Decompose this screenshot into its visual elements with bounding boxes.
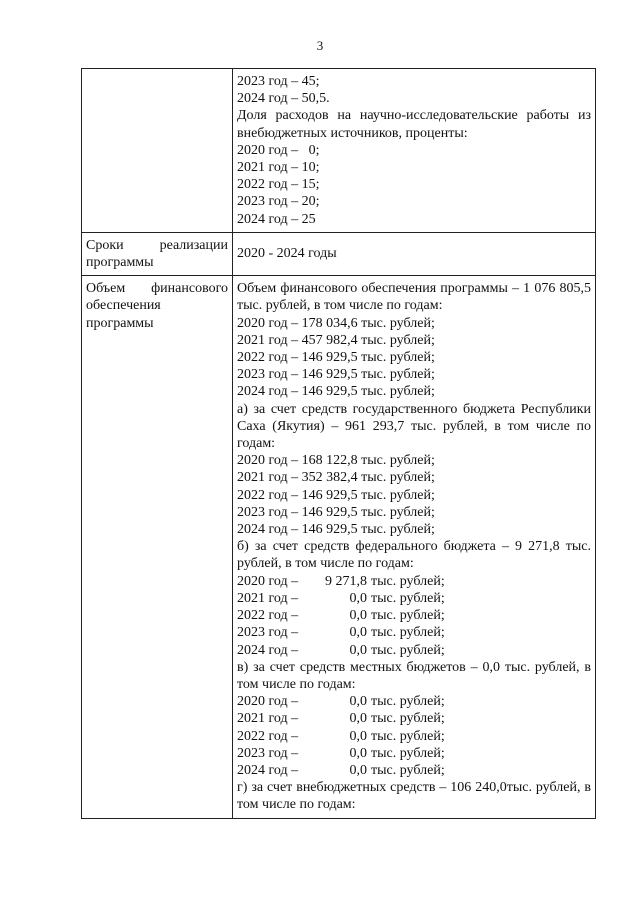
share-heading: Доля расходов на научно-исследовательские работы из внебюджетных источников, проценты:: [237, 108, 591, 141]
list-item: 2024 год – 25: [237, 211, 316, 227]
list-item: 2023 год – 146 929,5 тыс. рублей;: [237, 504, 435, 520]
finance-extrabudgetary-heading: г) за счет внебюджетных средств – 106 240,0тыс. рублей, в том числе по годам:: [237, 780, 591, 813]
list-item: 2024 год – 0,0 тыс. рублей;: [237, 762, 445, 778]
finance-federal-heading: б) за счет средств федерального бюджета – 9 271,8 тыс. рублей, в том числе по годам:: [237, 539, 591, 572]
finance-local-heading: в) за счет средств местных бюджетов – 0,0 тыс. рублей, в том числе по годам:: [237, 659, 591, 692]
table-row-indicators: [82, 69, 596, 233]
list-item: 2024 год – 146 929,5 тыс. рублей;: [237, 384, 435, 400]
page-number: 3: [316, 38, 324, 53]
list-item: 2022 год – 0,0 тыс. рублей;: [237, 728, 445, 744]
program-passport-table: [81, 68, 596, 819]
list-item: 2022 год – 146 929,5 тыс. рублей;: [237, 350, 435, 366]
table-row-terms: [82, 232, 596, 275]
value-cell-finance: [233, 276, 596, 818]
list-item: 2021 год – 352 382,4 тыс. рублей;: [237, 470, 435, 486]
finance-total-heading: Объем финансового обеспечения программы – 1 076 805,5 тыс. рублей, в том числе по годам:: [237, 281, 591, 314]
list-item: 2022 год – 146 929,5 тыс. рублей;: [237, 487, 435, 503]
list-item: 2021 год – 10;: [237, 160, 320, 176]
list-item: 2024 год – 0,0 тыс. рублей;: [237, 642, 445, 658]
list-item: 2020 год – 178 034,6 тыс. рублей;: [237, 315, 435, 331]
list-item: 2024 год – 146 929,5 тыс. рублей;: [237, 522, 435, 538]
list-item: 2021 год – 0,0 тыс. рублей;: [237, 590, 445, 606]
finance-state-heading: а) за счет средств государственного бюджета Республики Саха (Якутия) – 961 293,7 тыс. рублей, в том числе по годам:: [237, 401, 591, 452]
list-item: 2023 год – 0,0 тыс. рублей;: [237, 625, 445, 641]
list-item: 2023 год – 20;: [237, 194, 320, 210]
list-item: 2021 год – 457 982,4 тыс. рублей;: [237, 332, 435, 348]
value-cell-terms: 2020 - 2024 годы: [233, 232, 596, 275]
list-item: 2020 год – 9 271,8 тыс. рублей;: [237, 573, 445, 589]
list-item: 2022 год – 15;: [237, 177, 320, 193]
list-item: 2020 год – 0;: [237, 142, 320, 158]
list-item: 2021 год – 0,0 тыс. рублей;: [237, 711, 445, 727]
label-cell-terms: Сроки реализации программы: [82, 232, 233, 275]
value-cell-indicators: [233, 69, 596, 233]
list-item: 2023 год – 146 929,5 тыс. рублей;: [237, 367, 435, 383]
list-item: 2023 год – 0,0 тыс. рублей;: [237, 745, 445, 761]
list-item: 2020 год – 0,0 тыс. рублей;: [237, 694, 445, 710]
list-item: 2024 год – 50,5.: [237, 91, 330, 107]
table-row-finance: [82, 276, 596, 818]
list-item: 2020 год – 168 122,8 тыс. рублей;: [237, 453, 435, 469]
list-item: 2023 год – 45;: [237, 74, 320, 89]
label-cell-finance: Объем финансового обеспечения программы: [82, 276, 233, 818]
list-item: 2022 год – 0,0 тыс. рублей;: [237, 608, 445, 624]
label-cell-empty: [82, 69, 233, 233]
